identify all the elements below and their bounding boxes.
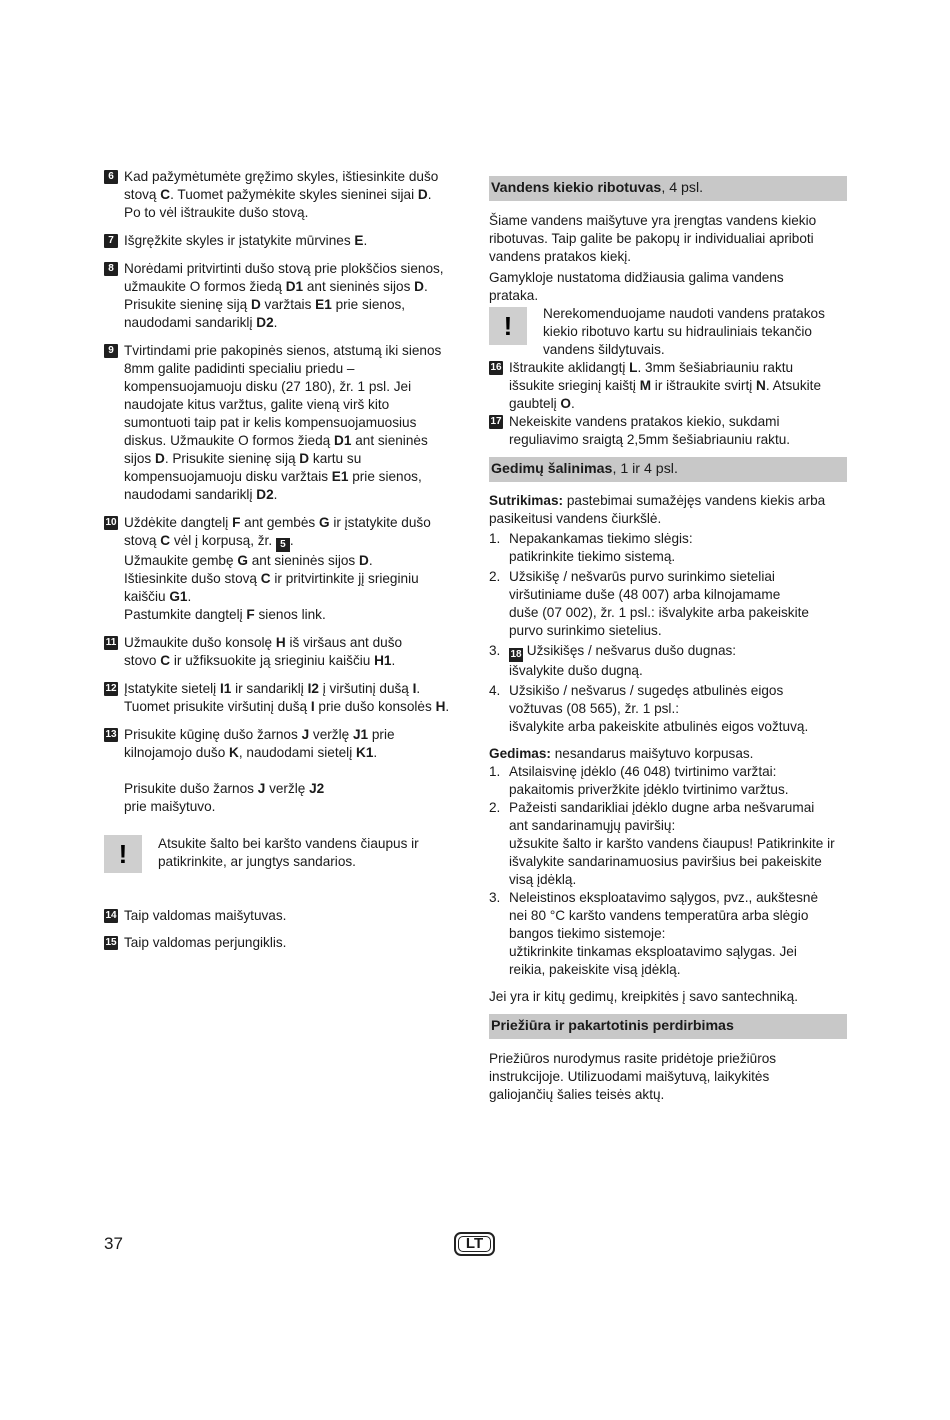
figure-ref-5: 5 bbox=[276, 538, 290, 552]
flow-factory-paragraph: Gamykloje nustatoma didžiausia galima vandens prataka. bbox=[489, 270, 784, 303]
language-badge: LT bbox=[454, 1232, 495, 1256]
figure-ref-18: 18 bbox=[510, 649, 522, 660]
step-13-sub-text: prie maišytuvo. bbox=[124, 799, 216, 814]
step-15 bbox=[104, 934, 466, 952]
right-column bbox=[489, 176, 847, 1104]
step-8 bbox=[104, 260, 466, 332]
step-11-text: Užmaukite dušo konsolę H iš viršaus ant dušo bbox=[124, 635, 403, 650]
step-17 bbox=[489, 413, 847, 449]
step-8-text: naudodami sandariklį D2. bbox=[124, 315, 278, 330]
step-number-15: 15 bbox=[105, 937, 117, 948]
fault-1-cause-3: 3. 18 Užsikišęs / nešvarus dušo dugnas: išvalykite dušo dugną. bbox=[489, 643, 737, 678]
section-header-maintenance: Priežiūra ir pakartotinis perdirbimas bbox=[489, 1014, 847, 1039]
step-number-13: 13 bbox=[105, 729, 117, 740]
step-10-text: kaiščiu G1. bbox=[124, 589, 192, 604]
warning-exclamation-icon: ! bbox=[489, 307, 527, 345]
step-15-text: Taip valdomas perjungiklis. bbox=[124, 935, 287, 950]
section-header-troubleshooting: Gedimų šalinimas, 1 ir 4 psl. bbox=[489, 457, 847, 482]
step-number-14: 14 bbox=[105, 910, 117, 921]
step-number-10: 10 bbox=[105, 517, 117, 528]
step-16-text: gaubtelį O. bbox=[509, 396, 575, 411]
step-13-hose-instruction bbox=[104, 780, 466, 816]
step-number-6: 6 bbox=[104, 170, 118, 184]
step-10-text: Užmaukite gembę G ant sieninės sijos D. bbox=[124, 553, 373, 568]
step-13-sub-text: Prisukite dušo žarnos J veržlę J2 bbox=[124, 781, 325, 796]
step-9-text: 8mm galite padidinti specialiu priedu – bbox=[124, 361, 355, 376]
warning-text: kiekio ribotuvo kartu su hidrauliniais tekančio bbox=[543, 324, 812, 339]
fault-1-cause-2: 2. Užsikišę / nešvarūs purvo surinkimo sieteliai viršutiniame duše (48 007) arba kilnojamame duše (07 002), žr. 1 psl.: išvalykite arba pakeiskite purvo surinkimo sietelius. bbox=[489, 569, 809, 638]
fault-1-cause-4: 4. Užsikišo / nešvarus / sugedęs atbulinės eigos vožtuvas (08 565), žr. 1 psl.: išvalykite arba pakeiskite atbulinės eigos vožtuvą. bbox=[489, 683, 809, 734]
fault-2-cause-2: 2. Pažeisti sandarikliai įdėklo dugne arba nešvarumai ant sandarinamųjų paviršių: užsukite šalto ir karšto vandens čiaupus! Patikrinkite ir išvalykite sandarinamuosius paviršius bei pakeiskite visą įdėklą. bbox=[489, 800, 835, 887]
step-8-text: užmaukite O formos žiedą D1 ant sieninės sijos D. bbox=[124, 279, 428, 294]
fault-1-description: Sutrikimas: pastebimai sumažėjęs vandens kiekis arba pasikeitusi vandens čiurkšlė. bbox=[489, 493, 826, 526]
step-8-text: Norėdami pritvirtinti dušo stovą prie plokščios sienos, bbox=[124, 261, 444, 276]
flow-intro-paragraph: Šiame vandens maišytuve yra įrengtas vandens kiekio ribotuvas. Taip galite be pakopų ir individualiai apriboti vandens pratakos kiekį. bbox=[489, 213, 817, 264]
step-6-text: Kad pažymėtumėte gręžimo skyles, ištiesinkite dušo bbox=[124, 169, 439, 184]
step-12 bbox=[104, 680, 466, 716]
step-number-9: 9 bbox=[104, 344, 118, 358]
step-10-text: Ištiesinkite dušo stovą C ir pritvirtinkite jį srieginiu bbox=[124, 571, 419, 586]
step-number-12: 12 bbox=[105, 683, 117, 694]
step-9-text: naudojate kitus varžtus, galite vieną virš kito bbox=[124, 397, 390, 412]
step-9-text: Tvirtindami prie pakopinės sienos, atstumą iki sienos bbox=[124, 343, 442, 358]
step-16 bbox=[489, 359, 847, 413]
step-6-text: Po to vėl ištraukite dušo stovą. bbox=[124, 205, 309, 220]
step-9-text: naudodami sandariklį D2. bbox=[124, 487, 278, 502]
fault-2-description: Gedimas: nesandarus maišytuvo korpusas. bbox=[489, 746, 754, 761]
step-14-text: Taip valdomas maišytuvas. bbox=[124, 908, 287, 923]
step-10 bbox=[104, 514, 466, 624]
step-16-text: Ištraukite aklidangtį L. 3mm šešiabriauniu raktu bbox=[509, 360, 794, 375]
step-17-text: Nekeiskite vandens pratakos kiekio, sukdami bbox=[509, 414, 780, 429]
fault-2-cause-1: 1. Atsilaisvinę įdėklo (46 048) tvirtinimo varžtai: pakaitomis priveržkite įdėklo tvirtinimo varžtus. bbox=[489, 764, 789, 797]
step-8-text: Prisukite sieninę siją D varžtais E1 prie sienos, bbox=[124, 297, 406, 312]
step-12-text: Įstatykite sietelį I1 ir sandariklį I2 į viršutinį dušą I. bbox=[124, 681, 421, 696]
warning-text: vandens šildytuvais. bbox=[543, 342, 665, 357]
step-12-text: Tuomet prisukite viršutinį dušą I prie dušo konsolės H. bbox=[124, 699, 450, 714]
step-13 bbox=[104, 726, 466, 762]
step-10-text: stovą C vėl į korpusą, žr. 5 . bbox=[124, 533, 294, 550]
step-13-text: Prisukite kūginę dušo žarnos J veržlę J1 prie bbox=[124, 727, 395, 742]
step-10-text: Uždėkite dangtelį F ant gembės G ir įstatykite dušo bbox=[124, 515, 431, 530]
warning-text: patikrinkite, ar jungtys sandarios. bbox=[158, 854, 356, 869]
warning-text: Atsukite šalto bei karšto vandens čiaupus ir bbox=[158, 836, 419, 851]
maintenance-paragraph: Priežiūros nurodymus rasite pridėtoje priežiūros instrukcijoje. Utilizuodami maišytuvą, laikykitės galiojančių šalies teisės aktų. bbox=[489, 1051, 777, 1102]
step-14 bbox=[104, 907, 466, 925]
step-6-text: stovą C. Tuomet pažymėkite skyles sieninei sijai D. bbox=[124, 187, 432, 202]
step-number-8: 8 bbox=[104, 262, 118, 276]
step-9-text: kompensuojamuoju disku varžtais E1 prie sienos, bbox=[124, 469, 422, 484]
warning-water-heater bbox=[489, 305, 847, 359]
step-9 bbox=[104, 342, 466, 504]
step-9-text: kompensuojamuoju disku (27 180), žr. 1 psl. Jei bbox=[124, 379, 412, 394]
section-header-flow-limiter: Vandens kiekio ribotuvas, 4 psl. bbox=[489, 176, 847, 201]
step-17-text: reguliavimo sraigtą 2,5mm šešiabriauniu raktu. bbox=[509, 432, 791, 447]
step-7 bbox=[104, 232, 466, 250]
step-number-17: 17 bbox=[490, 416, 502, 427]
page-number: 37 bbox=[104, 1234, 123, 1253]
step-number-7: 7 bbox=[104, 234, 118, 248]
step-number-11: 11 bbox=[105, 637, 117, 648]
step-9-text: sijos D. Prisukite sieninę siją D kartu su bbox=[124, 451, 362, 466]
step-13-text: kilnojamojo dušo K, naudodami sietelį K1. bbox=[124, 745, 378, 760]
troubleshooting-closing: Jei yra ir kitų gedimų, kreipkitės į savo santechniką. bbox=[489, 989, 799, 1004]
step-11-text: stovo C ir užfiksuokite ją srieginiu kaiščiu H1. bbox=[124, 653, 396, 668]
warning-leak-check bbox=[104, 835, 466, 889]
step-10-text: Pastumkite dangtelį F sienos link. bbox=[124, 607, 326, 622]
left-column bbox=[104, 168, 466, 960]
step-7-text: Išgręžkite skyles ir įstatykite mūrvines E. bbox=[124, 233, 368, 248]
step-11 bbox=[104, 634, 466, 670]
fault-1-cause-1: 1. Nepakankamas tiekimo slėgis: patikrinkite tiekimo sistemą. bbox=[489, 531, 693, 564]
step-number-16: 16 bbox=[490, 362, 502, 373]
warning-text: Nerekomenduojame naudoti vandens pratakos bbox=[543, 306, 825, 321]
step-9-text: sumontuoti taip pat ir kelis kompensuojamuosius bbox=[124, 415, 417, 430]
step-9-text: diskus. Užmaukite O formos žiedą D1 ant sieninės bbox=[124, 433, 428, 448]
step-6 bbox=[104, 168, 466, 222]
warning-exclamation-icon: ! bbox=[104, 835, 142, 873]
fault-2-cause-3: 3. Neleistinos eksploatavimo sąlygos, pvz., aukštesnė nei 80 °C karšto vandens temperatūra arba slėgio bangos tiekimo sistemoje: užtikrinkite tinkamas eksploatavimo sąlygas. Jei reikia, pakeiskite visą įdėklą. bbox=[489, 890, 819, 977]
step-16-text: išsukite srieginį kaištį M ir ištraukite svirtį N. Atsukite bbox=[509, 378, 822, 393]
